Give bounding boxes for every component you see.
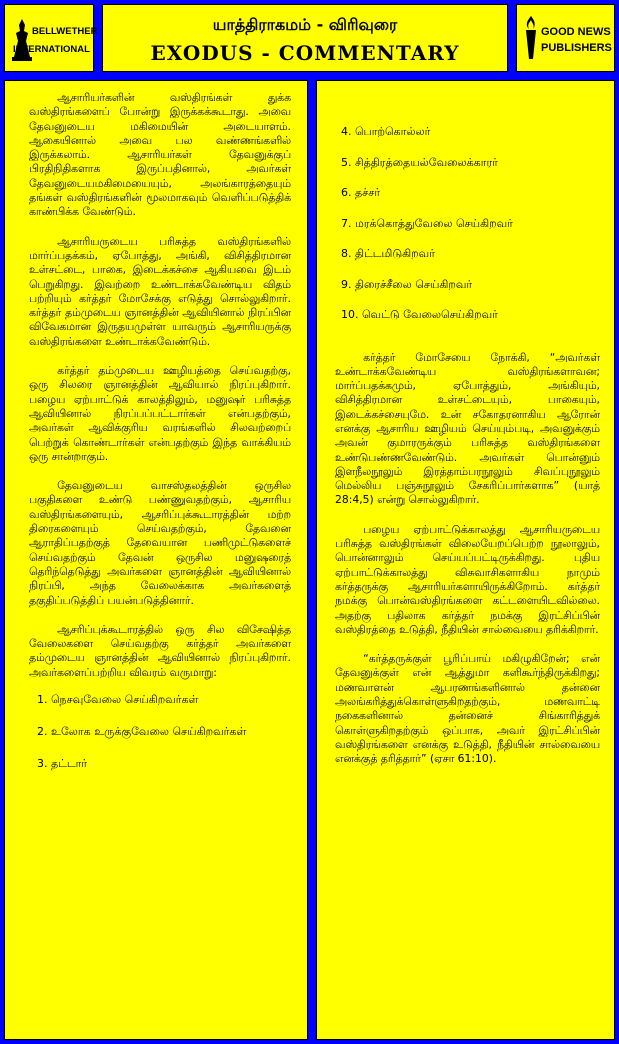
list-item: 8. திட்டமிடுகிறவர் — [341, 247, 435, 260]
paragraph: ஆசரிப்புக்கூடாரத்தில் ஒரு சில விசேஷித்த வேலைகளை செய்வதற்கு கர்த்தர் அவர்களை தம்முடைய ஞானத்தின் ஆவியினால் நிரப்புகிறார். அவர்களைப்பற்றிய விவரம் வருமாறு: — [29, 622, 291, 679]
logo-left-line2: INTERNATIONAL — [13, 44, 90, 55]
page-title-tamil: யாத்திராகமம் - விரிவுரை — [212, 15, 398, 34]
paragraph: பழைய ஏற்பாட்டுக்காலத்து ஆசாரியருடைய பரிசுத்த வஸ்திரங்கள் விலையேறப்பெற்ற நூலாலும், பொன்னாலும் செய்யப்பட்டிருக்கிறது. புதிய ஏற்பாட்டுக்காலத்து விசுவாசிகளாகிய நாமும் கர்த்தருக்கு ஆசாரியர்களாயிருக்கிறோம். கர்த்தர் நமக்கு பொன்வஸ்திரங்களை கட்டளையிடவில்லை. அதற்கு பதிலாக கர்த்தர் நமக்கு இரட்சிப்பின் வஸ்திரத்தை உடுத்தி, நீதியின் சால்வையை தரிக்கிறார். — [335, 522, 600, 636]
list-item: 4. பொற்கொல்லர் — [341, 125, 431, 138]
paragraph: கர்த்தர் மோசேயை நோக்கி, “அவர்கள் உண்டாக்கவேண்டிய வஸ்திரங்களாவன; மார்ப்பதக்கமும், ஏபோத்தும், அங்கியும், விசித்திரமான உள்சட்டையும், பாகையும், இடைக்கச்சையுமே. உன் சகோதரனாகிய ஆரோன் எனக்கு ஆசாரிய ஊழியம் செய்யும்படி, அவனுக்கும் அவன் குமாரருக்கும் பரிசுத்த வஸ்திரங்களை உண்டுபண்ணவேண்டும். அவர்கள் பொன்னும் இளநீலநூலும் இரத்தாம்பரநூலும் சிவப்புநூலும் மெல்லிய பஞ்சுநூலும் சேகரிப்பார்களாக” (யாத் 28:4,5) என்று சொல்லுகிறார். — [335, 350, 600, 507]
list-item: 10. வெட்டு வேலைசெய்கிறவர் — [341, 308, 498, 321]
craftsmen-list-part1 — [29, 693, 291, 789]
good-news-logo — [516, 4, 615, 72]
paragraph: கர்த்தர் தம்முடைய ஊழியத்தை செய்வதற்கு, ஒரு சிலரை ஞானத்தின் ஆவியால் நிரப்புகிறார். பழைய ஏற்பாட்டுக் காலத்திலும், மனுஷர் பரிசுத்த ஆவியினால் நிரப்பப்பட்டார்கள் என்பதற்கும், அவர்கள் ஆவிக்குரிய வரங்களில் சிலவற்றைப் பெற்றுக் கொண்டார்கள் என்பதற்கும் இந்த வாக்கியம் ஒரு சான்றாகும். — [29, 364, 291, 463]
paragraph: “கர்த்தருக்குள் பூரிப்பாய் மகிழுகிறேன்; என் தேவனுக்குள் என் ஆத்துமா களிகூர்ந்திருக்கிறது; மணவாளன் ஆபரணங்களினால் தன்னை அலங்கரித்துக்கொள்ளுகிறதற்கும், மணவாட்டி நகைகளினால் தன்னைச் சிங்காரித்துக் கொள்ளுகிறதற்கும் ஒப்பாக, அவர் இரட்சிப்பின் வஸ்திரங்களை எனக்கு உடுத்தி, நீதியின் சால்வையை எனக்குத் தரித்தார்” (ஏசா 61:10). — [335, 652, 600, 766]
list-item: 9. திரைச்சீலை செய்கிறவர் — [341, 277, 473, 291]
paragraph: ஆசாரியருடைய பரிசுத்த வஸ்திரங்களில் மார்ப்பதக்கம், ஏபோத்து, அங்கி, விசித்திரமான உள்சட்டை, பாகை, இடைக்கச்சை ஆகியவை இடம் பெறுகிறது. இவற்றை உண்டாக்கவேண்டிய விதம் பற்றியும் கர்த்தர் மோசேக்கு எடுத்து சொல்லுகிறார். கர்த்தர் தம்முடைய ஞானத்தின் ஆவியினால் நிரப்பின விவேகமான இருதயமுள்ள யாவரும் ஆசாரியருக்கு வஸ்திரங்களை உண்டாக்கவேண்டும். — [29, 234, 291, 348]
craftsmen-list-part2 — [335, 125, 600, 339]
list-item: 3. தட்டார் — [37, 756, 88, 770]
page-title-english: EXODUS - COMMENTARY — [150, 41, 460, 65]
list-item: 1. நெசவுவேலை செய்கிறவர்கள் — [37, 692, 199, 706]
paragraph: ஆசாரியர்களின் வஸ்திரங்கள் துக்க வஸ்திரங்களைப் போன்று இருக்கக்கூடாது. அவை தேவனுடைய மகிமையின் அடையாளம். ஆகையினால் அவை பல வண்ணங்களில் இருக்கலாம். ஆசாரியர்கள் தேவனுக்குப் பிரதிநிதிகளாக இருப்பதினால், அவர்கள் தேவனுடையமகிமையையும், அலங்காரத்தையும் தங்கள் வஸ்திரங்களின் மூலமாகவும் வெளிப்படுத்திக் காண்பிக்க வேண்டும். — [29, 91, 291, 219]
paragraph: தேவனுடைய வாசஸ்தலத்தின் ஒருசில பகுதிகளை உண்டு பண்ணுவதற்கும், ஆசாரிய வஸ்திரங்களையும், ஆசரிப்புக்கூடாரத்தின் மற்ற திரைகளையும் செய்வதற்கும், தேவனை ஆராதிப்பதற்குத் தேவையான பணிமுட்டுகளைச் செய்வதற்கும் தேவன் ஒருசில மனுஷரைத் தெரிந்தெடுத்து அவர்களை ஞானத்தின் ஆவியினால் நிரப்பி, அந்த வேலைக்காக அவர்களைத் தகுதிப்படுத்திப் பயன்படுத்தினார். — [29, 479, 291, 607]
logo-right-line1: GOOD NEWS — [541, 26, 611, 38]
logo-left-line1: BELLWETHER — [32, 26, 98, 37]
list-item: 2. உலோக உருக்குவேலை செய்கிறவர்கள் — [37, 724, 247, 738]
bellwether-logo — [4, 4, 98, 72]
right-column — [316, 80, 615, 1040]
torch-icon — [523, 15, 539, 63]
list-item: 5. சித்திரத்தையல்வேலைக்காரர் — [341, 155, 498, 169]
list-item: 7. மரக்கொத்துவேலை செய்கிறவர் — [341, 216, 513, 230]
list-item: 6. தச்சர் — [341, 186, 381, 199]
logo-right-line2: PUBLISHERS — [541, 42, 612, 54]
left-column — [4, 80, 308, 1040]
title-banner — [102, 4, 508, 72]
